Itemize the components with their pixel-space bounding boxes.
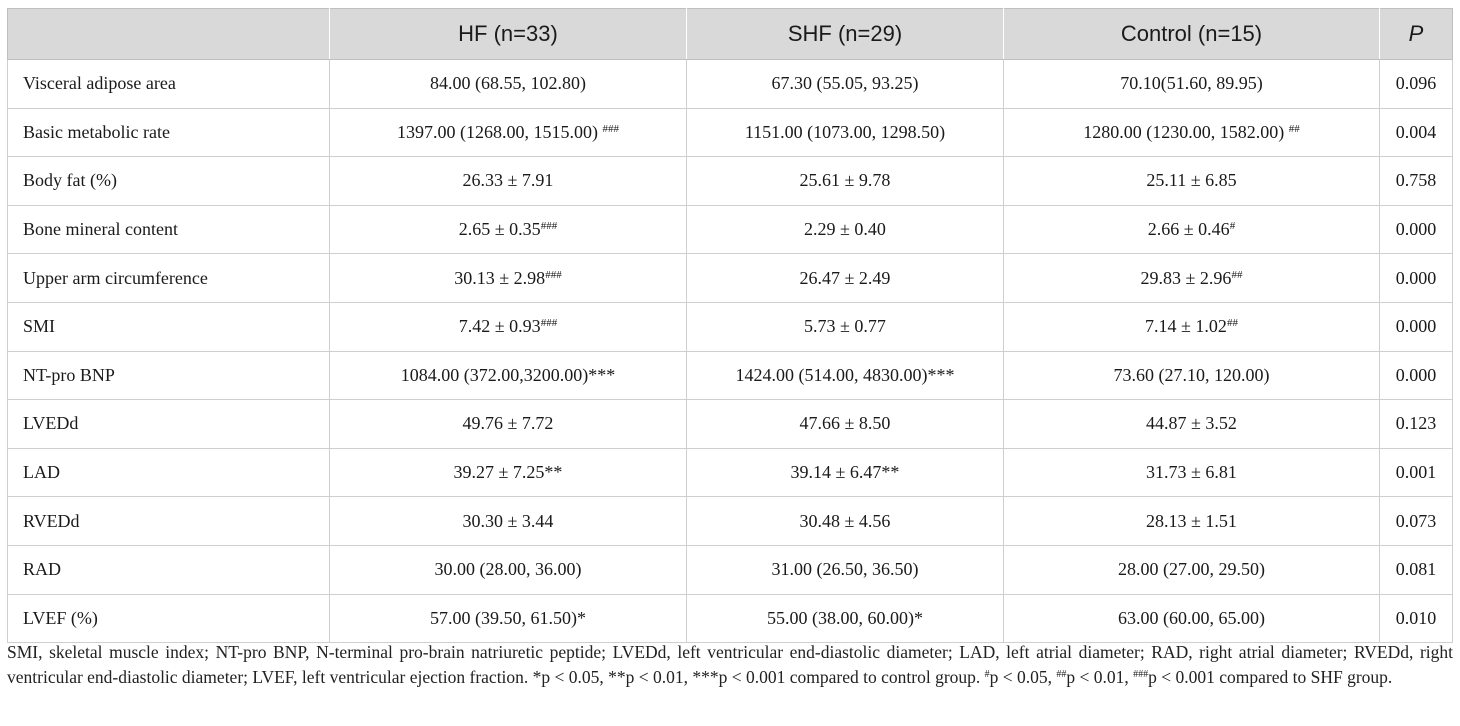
cell-control (1004, 205, 1380, 254)
cell-control-value: 73.60 (27.10, 120.00) (1113, 364, 1270, 385)
row-label: LVEDd (8, 400, 330, 449)
cell-p-value: 0.081 (1380, 545, 1453, 594)
cell-p-value: 0.001 (1380, 448, 1453, 497)
row-label: Visceral adipose area (8, 60, 330, 109)
cell-control-value: 31.73 ± 6.81 (1146, 462, 1237, 483)
cell-p-value: 0.123 (1380, 400, 1453, 449)
cell-hf-value: 49.76 ± 7.72 (462, 413, 554, 434)
cell-control-value: 29.83 ± 2.96 (1140, 267, 1232, 288)
cell-shf (687, 108, 1004, 157)
cell-hf (330, 254, 687, 303)
row-label: RAD (8, 545, 330, 594)
cell-shf (687, 594, 1004, 643)
table-body (8, 60, 1453, 643)
cell-shf (687, 205, 1004, 254)
cell-control-value: 25.11 ± 6.85 (1146, 170, 1237, 191)
cell-shf (687, 545, 1004, 594)
table-row (8, 448, 1453, 497)
cell-hf-value: 57.00 (39.50, 61.50)* (430, 607, 586, 628)
footnote-sup-double-hash: ## (1056, 669, 1067, 680)
cell-hf (330, 594, 687, 643)
table-row (8, 254, 1453, 303)
table-row (8, 400, 1453, 449)
row-label: LAD (8, 448, 330, 497)
table-row (8, 545, 1453, 594)
header-shf: SHF (n=29) (687, 9, 1004, 60)
cell-shf-value: 47.66 ± 8.50 (799, 413, 891, 434)
cell-hf-value: 2.65 ± 0.35 (458, 219, 541, 240)
cell-shf (687, 497, 1004, 546)
cell-control (1004, 157, 1380, 206)
results-table (7, 8, 1453, 643)
cell-shf (687, 157, 1004, 206)
cell-control (1004, 448, 1380, 497)
cell-shf-value: 1151.00 (1073.00, 1298.50) (744, 121, 946, 142)
cell-control-value: 2.66 ± 0.46 (1147, 219, 1230, 240)
cell-control (1004, 60, 1380, 109)
cell-p-value: 0.000 (1380, 254, 1453, 303)
cell-shf-value: 26.47 ± 2.49 (799, 267, 891, 288)
cell-shf-value: 25.61 ± 9.78 (799, 170, 891, 191)
cell-shf-value: 1424.00 (514.00, 4830.00)*** (735, 364, 955, 385)
cell-control (1004, 545, 1380, 594)
footnote-abbreviations: SMI, skeletal muscle index; NT-pro BNP, N-terminal pro-brain natriuretic peptide; LVEDd, left ventricular end-diastolic diameter; LAD, left atrial diameter; RAD, right atrial diameter; RVEDd, right ventricular end-diastolic diameter; LVEF, left ventricular ejection fraction. *p < 0.05, **p < 0.01, ***p < 0.001 compared to control group. (7, 642, 1453, 687)
cell-shf (687, 254, 1004, 303)
cell-control-value: 7.14 ± 1.02 (1145, 316, 1227, 337)
cell-hf (330, 302, 687, 351)
table-row (8, 351, 1453, 400)
cell-control-significance-mark: ## (1288, 122, 1300, 135)
cell-p-value: 0.000 (1380, 302, 1453, 351)
header-hf: HF (n=33) (330, 9, 687, 60)
cell-shf-value: 2.29 ± 0.40 (804, 219, 886, 240)
cell-hf (330, 400, 687, 449)
cell-shf (687, 448, 1004, 497)
cell-hf-value: 30.00 (28.00, 36.00) (434, 559, 582, 580)
cell-shf-value: 39.14 ± 6.47** (790, 462, 900, 483)
cell-hf-value: 30.13 ± 2.98 (454, 267, 546, 288)
cell-control (1004, 108, 1380, 157)
cell-control (1004, 254, 1380, 303)
cell-control (1004, 594, 1380, 643)
cell-hf-value: 1397.00 (1268.00, 1515.00) (397, 121, 603, 142)
footnote-text-2: p < 0.05, (989, 667, 1057, 687)
table-row (8, 108, 1453, 157)
cell-hf-significance-mark: ### (545, 268, 562, 281)
cell-control-value: 44.87 ± 3.52 (1146, 413, 1237, 434)
row-label: LVEF (%) (8, 594, 330, 643)
cell-control-value: 1280.00 (1230.00, 1582.00) (1083, 121, 1289, 142)
footnote-sup-single-hash: # (984, 669, 990, 680)
cell-shf (687, 302, 1004, 351)
cell-p-value: 0.010 (1380, 594, 1453, 643)
cell-p-value: 0.073 (1380, 497, 1453, 546)
cell-hf (330, 497, 687, 546)
cell-shf-value: 30.48 ± 4.56 (799, 510, 891, 531)
table-row (8, 302, 1453, 351)
cell-hf-value: 84.00 (68.55, 102.80) (430, 73, 586, 94)
cell-control (1004, 302, 1380, 351)
cell-hf (330, 108, 687, 157)
cell-hf-value: 1084.00 (372.00,3200.00)*** (400, 364, 616, 385)
header-control: Control (n=15) (1004, 9, 1380, 60)
cell-hf-value: 7.42 ± 0.93 (458, 316, 541, 337)
table-row (8, 157, 1453, 206)
cell-shf-value: 55.00 (38.00, 60.00)* (767, 607, 923, 628)
cell-control-value: 70.10(51.60, 89.95) (1120, 73, 1263, 94)
row-label: Bone mineral content (8, 205, 330, 254)
cell-hf-value: 26.33 ± 7.91 (462, 170, 554, 191)
cell-hf (330, 448, 687, 497)
cell-control (1004, 497, 1380, 546)
table-footnote (7, 640, 1453, 690)
cell-hf-significance-mark: ### (540, 317, 558, 330)
cell-control-significance-mark: # (1229, 220, 1236, 233)
header-variable (8, 9, 330, 60)
cell-p-value: 0.000 (1380, 205, 1453, 254)
cell-shf (687, 60, 1004, 109)
cell-hf-significance-mark: ### (602, 122, 619, 135)
cell-p-value: 0.758 (1380, 157, 1453, 206)
cell-shf (687, 351, 1004, 400)
row-label: NT-pro BNP (8, 351, 330, 400)
cell-control (1004, 400, 1380, 449)
footnote-text-3: p < 0.01, (1066, 667, 1134, 687)
footnote-text-4: p < 0.001 compared to SHF group. (1148, 667, 1393, 687)
cell-p-value: 0.004 (1380, 108, 1453, 157)
table-header-row (8, 9, 1453, 60)
cell-hf (330, 205, 687, 254)
cell-control-significance-mark: ## (1231, 268, 1243, 281)
cell-shf (687, 400, 1004, 449)
table-row (8, 205, 1453, 254)
cell-hf-value: 30.30 ± 3.44 (462, 510, 554, 531)
cell-hf-value: 39.27 ± 7.25** (453, 462, 563, 483)
table-row (8, 60, 1453, 109)
footnote-sup-triple-hash: ### (1133, 669, 1149, 680)
cell-hf-significance-mark: ### (540, 220, 558, 233)
row-label: Body fat (%) (8, 157, 330, 206)
row-label: SMI (8, 302, 330, 351)
cell-hf (330, 545, 687, 594)
cell-control-significance-mark: ## (1226, 317, 1238, 330)
table-row (8, 594, 1453, 643)
cell-control-value: 28.13 ± 1.51 (1146, 510, 1237, 531)
row-label: Basic metabolic rate (8, 108, 330, 157)
cell-shf-value: 67.30 (55.05, 93.25) (771, 73, 919, 94)
cell-control (1004, 351, 1380, 400)
results-table-container (7, 8, 1452, 643)
cell-shf-value: 5.73 ± 0.77 (804, 316, 886, 337)
row-label: Upper arm circumference (8, 254, 330, 303)
cell-hf (330, 60, 687, 109)
table-row (8, 497, 1453, 546)
cell-hf (330, 157, 687, 206)
header-p-value: P (1380, 9, 1453, 60)
cell-control-value: 28.00 (27.00, 29.50) (1118, 559, 1265, 580)
row-label: RVEDd (8, 497, 330, 546)
cell-p-value: 0.000 (1380, 351, 1453, 400)
cell-p-value: 0.096 (1380, 60, 1453, 109)
cell-control-value: 63.00 (60.00, 65.00) (1118, 607, 1265, 628)
cell-hf (330, 351, 687, 400)
cell-shf-value: 31.00 (26.50, 36.50) (771, 559, 919, 580)
